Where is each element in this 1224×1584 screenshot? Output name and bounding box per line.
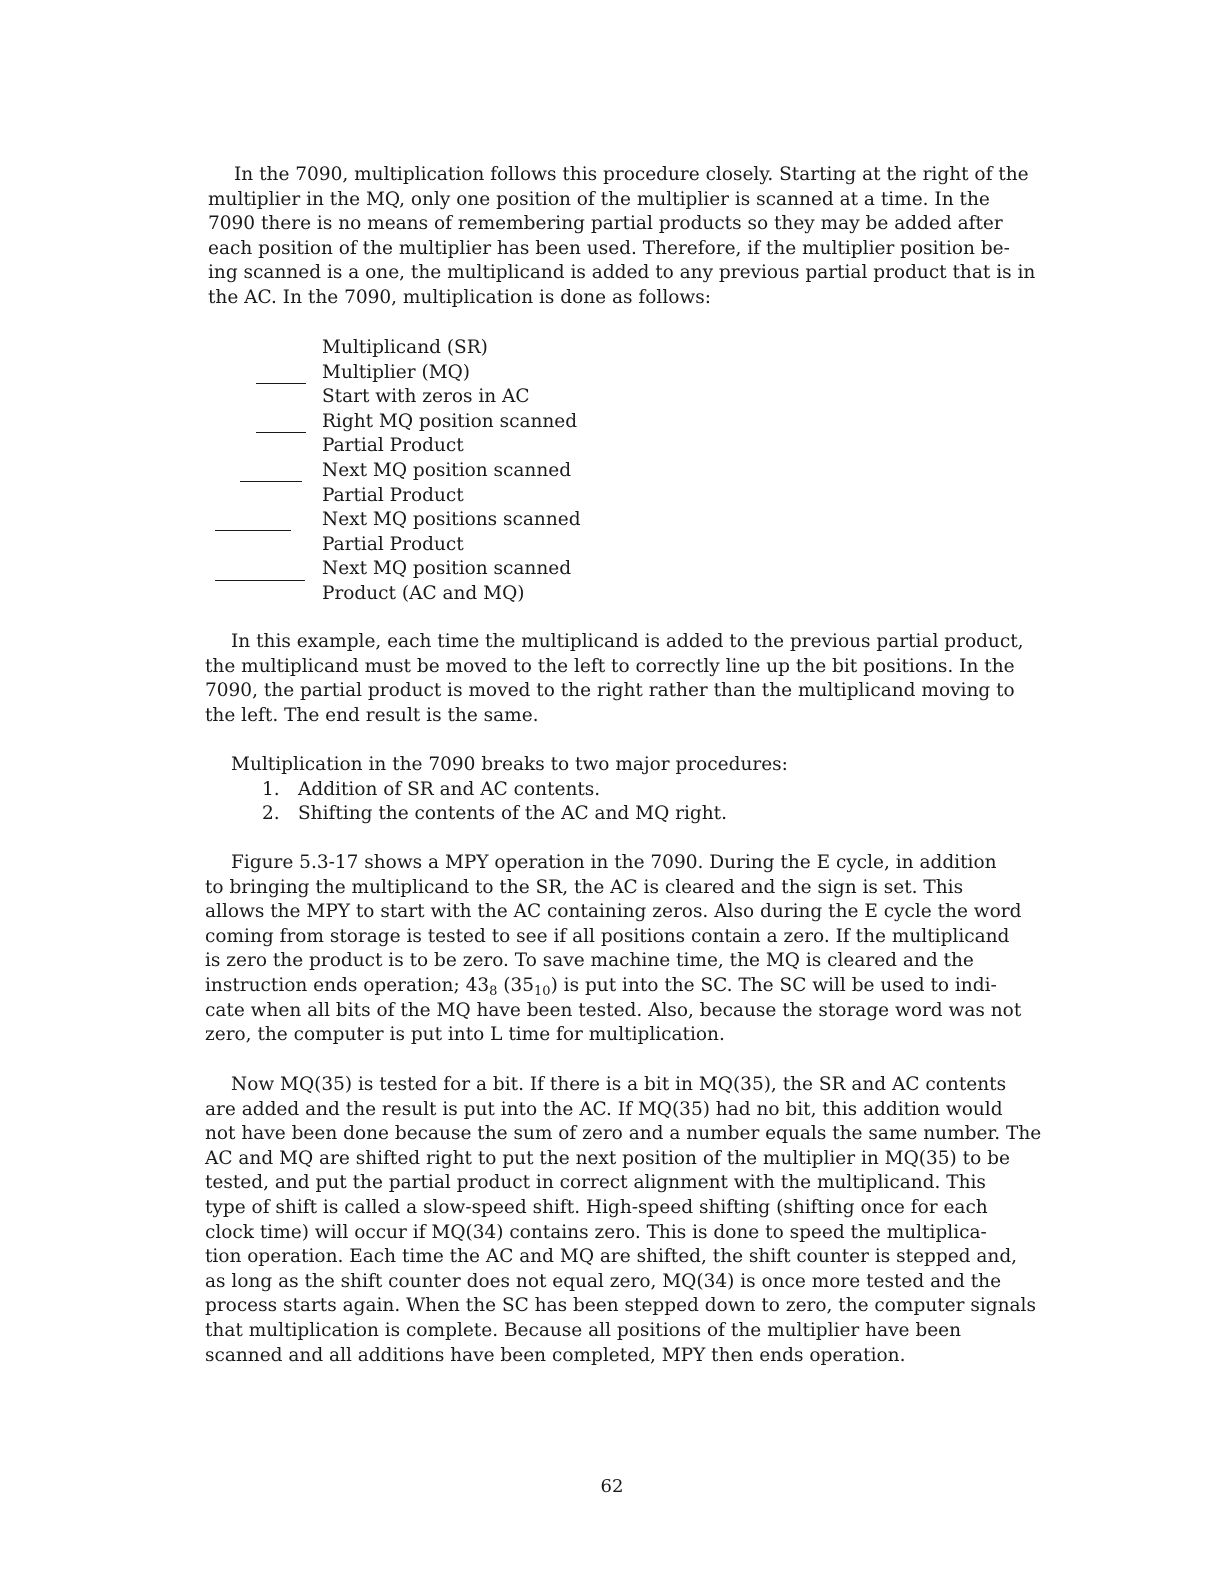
text-line: is zero the product is to be zero. To save machine time, the MQ is cleared and the — [205, 950, 974, 972]
text-line: In the 7090, multiplication follows this procedure closely. Starting at the right of the — [234, 164, 1029, 185]
example-row — [0, 360, 600, 385]
list-item — [262, 802, 727, 827]
text-fragment: ) is put into the SC. The SC will be used to indi- — [550, 974, 997, 996]
text-line: not have been done because the sum of zero and a number equals the same number. The — [205, 1123, 1042, 1145]
example-label: Next MQ position scanned — [322, 558, 572, 580]
paragraph-intro — [208, 163, 1078, 311]
example-row — [0, 409, 600, 434]
text-line: are added and the result is put into the AC. If MQ(35) had no bit, this addition would — [205, 1098, 1003, 1120]
text-fragment: instruction ends operation; 43 — [205, 974, 490, 996]
example-row — [0, 458, 600, 483]
sum-rule — [256, 432, 306, 433]
example-label: Partial Product — [322, 533, 464, 555]
example-label: Multiplier (MQ) — [322, 361, 471, 383]
list-text: Addition of SR and AC contents. — [298, 778, 601, 800]
sum-rule — [215, 580, 305, 581]
list-number: 1. — [262, 778, 280, 800]
text-line: 7090 there is no means of remembering partial products so they may be added after — [208, 213, 1003, 235]
text-line: cate when all bits of the MQ have been tested. Also, because the storage word was not — [205, 999, 1022, 1021]
text-line: process starts again. When the SC has been stepped down to zero, the computer signals — [205, 1295, 1036, 1317]
text-line: tion operation. Each time the AC and MQ are shifted, the shift counter is stepped and, — [205, 1246, 1018, 1268]
example-label: Next MQ position scanned — [322, 460, 572, 481]
page-number: 62 — [600, 1476, 624, 1497]
example-label: Start with zeros in AC — [322, 386, 530, 408]
text-line: 7090, the partial product is moved to the right rather than the multiplicand moving to — [205, 680, 1015, 702]
paragraph-mpy-figure — [205, 851, 1075, 1048]
text-line: Now MQ(35) is tested for a bit. If there is a bit in MQ(35), the SR and AC contents — [231, 1074, 1007, 1095]
text-line: to bringing the multiplicand to the SR, the AC is cleared and the sign is set. This — [205, 876, 964, 898]
sum-rule — [215, 530, 291, 531]
text-line: type of shift is called a slow-speed shift. High-speed shifting (shifting once for each — [205, 1196, 988, 1218]
text-fragment: (35 — [497, 974, 535, 996]
paragraph-shifting — [205, 1073, 1075, 1368]
text-line: the multiplicand must be moved to the left to correctly line up the bit positions. In the — [205, 655, 1015, 677]
example-label: Product (AC and MQ) — [322, 583, 525, 604]
text-line: coming from storage is tested to see if all positions contain a zero. If the multiplicand — [205, 925, 1010, 947]
paragraph-example-explanation — [205, 630, 1075, 728]
example-label: Right MQ position scanned — [322, 410, 578, 432]
example-row — [0, 581, 600, 606]
text-line: ing scanned is a one, the multiplicand is added to any previous partial product that is in — [208, 262, 1036, 284]
example-row — [0, 433, 600, 458]
text-line: as long as the shift counter does not equal zero, MQ(34) is once more tested and the — [205, 1270, 1002, 1292]
example-row — [0, 507, 600, 532]
text-line: zero, the computer is put into L time for multiplication. — [205, 1024, 725, 1046]
sum-rule — [256, 383, 306, 384]
sum-rule — [240, 481, 302, 482]
text-line: multiplier in the MQ, only one position of the multiplier is scanned at a time. In the — [208, 188, 990, 210]
text-line: Figure 5.3-17 shows a MPY operation in the 7090. During the E cycle, in addition — [231, 852, 997, 873]
example-label: Multiplicand (SR) — [322, 337, 488, 358]
text-line: AC and MQ are shifted right to put the next position of the multiplier in MQ(35) to be — [205, 1147, 1010, 1169]
paragraph-procedures — [205, 753, 1075, 778]
subscript: 10 — [534, 983, 551, 999]
text-line — [205, 974, 1075, 999]
text-line: each position of the multiplier has been used. Therefore, if the multiplier position be- — [208, 237, 1010, 259]
text-line: that multiplication is complete. Because all positions of the multiplier have been — [205, 1319, 962, 1341]
text-line: scanned and all additions have been completed, MPY then ends operation. — [205, 1344, 906, 1366]
example-row — [0, 532, 600, 557]
example-row — [0, 483, 600, 508]
list-item — [262, 778, 601, 803]
list-text: Shifting the contents of the AC and MQ right. — [298, 803, 727, 825]
example-label: Partial Product — [322, 484, 464, 506]
example-row — [0, 335, 600, 360]
example-label: Partial Product — [322, 435, 464, 457]
example-label: Next MQ positions scanned — [322, 509, 581, 531]
text-line: Multiplication in the 7090 breaks to two major procedures: — [231, 754, 788, 775]
text-line: clock time) will occur if MQ(34) contains zero. This is done to speed the multiplica- — [205, 1221, 987, 1243]
example-row — [0, 384, 600, 409]
list-number: 2. — [262, 803, 280, 825]
text-line: allows the MPY to start with the AC containing zeros. Also during the E cycle the word — [205, 901, 1022, 923]
text-line: the left. The end result is the same. — [205, 704, 539, 726]
text-line: the AC. In the 7090, multiplication is done as follows: — [208, 286, 711, 308]
example-row — [0, 556, 600, 581]
text-line: tested, and put the partial product in correct alignment with the multiplicand. This — [205, 1172, 986, 1194]
text-line: In this example, each time the multiplicand is added to the previous partial product, — [231, 631, 1024, 652]
subscript: 8 — [489, 983, 498, 999]
